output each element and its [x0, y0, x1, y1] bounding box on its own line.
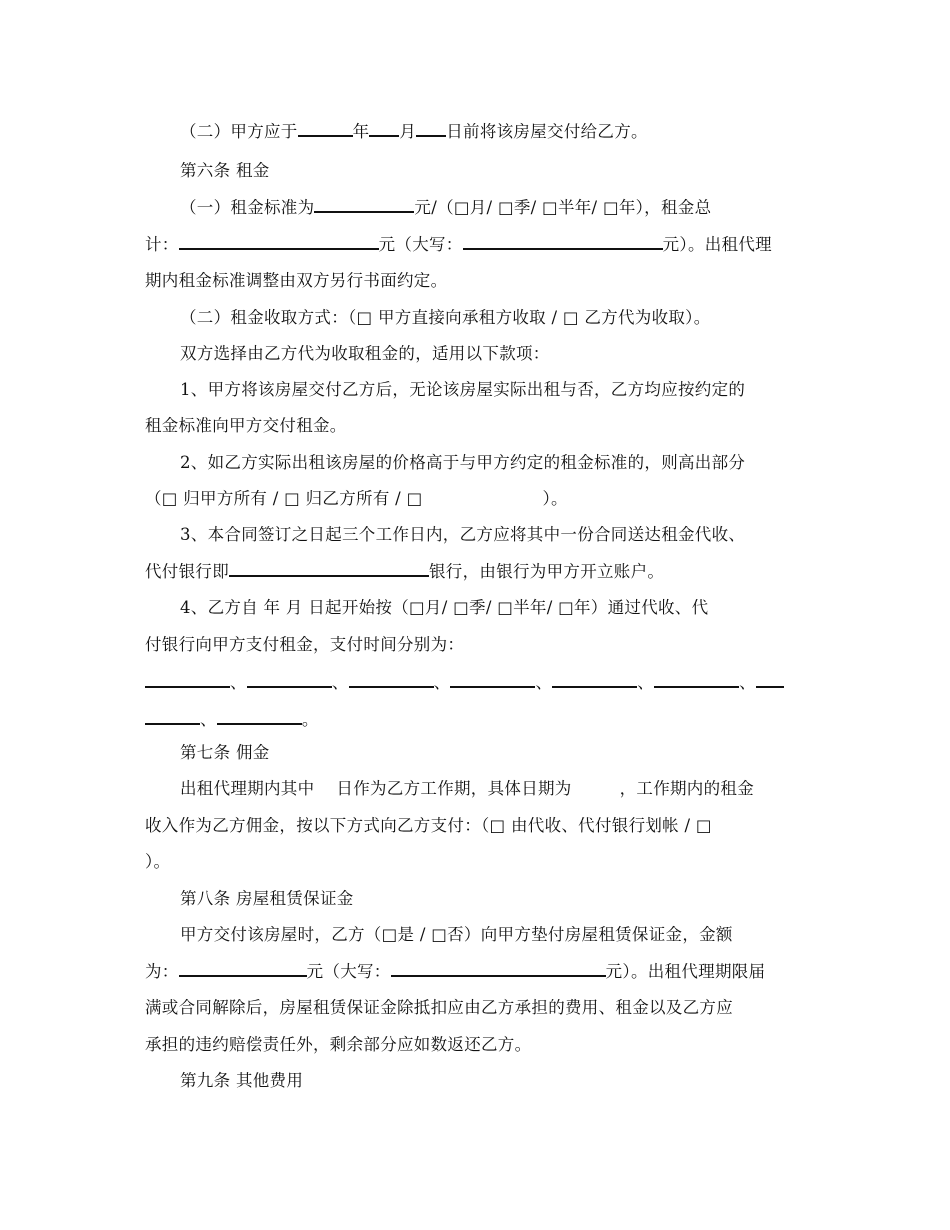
blank-date: [349, 672, 434, 688]
text: ）。: [542, 489, 568, 508]
separator: 、: [535, 673, 553, 692]
article-8-body-cont: [145, 958, 765, 982]
blank-date: [145, 709, 200, 725]
blank-date: [756, 672, 784, 688]
article-7-body: [180, 775, 754, 799]
item-1-cont: 租金标准向甲方交付租金。: [145, 416, 347, 435]
article-8-body-cont2: 满或合同解除后，房屋租赁保证金除抵扣应由乙方承担的费用、租金以及乙方应: [145, 998, 733, 1017]
text: 元（大写：: [378, 235, 463, 254]
item-4: 4、乙方自 年 月 日起开始按（□月/ □季/ □半年/ □年）通过代收、代: [180, 598, 709, 617]
text: 月: [399, 122, 417, 141]
clause-6-1-end: 期内租金标准调整由双方另行书面约定。: [145, 271, 448, 290]
separator: 、: [331, 673, 349, 692]
text: 为：: [145, 962, 179, 981]
period: 。: [301, 710, 319, 729]
clause-6-2: （二）租金收取方式：（□ 甲方直接向承租方收取 / □ 乙方代为收取）。: [180, 308, 711, 327]
article-7-title: 第七条 佣金: [180, 743, 270, 762]
item-3: 3、本合同签订之日起三个工作日内，乙方应将其中一份合同送达租金代收、: [180, 525, 746, 544]
article-7-body-end: ）。: [145, 852, 171, 871]
item-2-options: [145, 485, 568, 509]
text: 日作为乙方工作期，具体日期为: [336, 779, 572, 798]
text: 元/（□月/ □季/ □半年/ □年），租金总: [414, 198, 712, 217]
blank-bank: [229, 561, 429, 577]
text: 元（大写：: [306, 962, 391, 981]
separator: 、: [637, 673, 655, 692]
separator: 、: [230, 673, 247, 692]
separator: 、: [739, 673, 756, 692]
blank-year: [298, 121, 353, 137]
clause-6-1: [180, 194, 711, 218]
payment-dates-row-1: [145, 669, 784, 693]
article-6-title: 第六条 租金: [180, 161, 270, 180]
article-7-body-cont: 收入作为乙方佣金，按以下方式向乙方支付：（□ 由代收、代付银行划帐 / □: [145, 816, 712, 835]
text: （□ 归甲方所有 / □ 归乙方所有 / □: [145, 489, 423, 508]
text: 年: [352, 122, 370, 141]
separator: 、: [200, 710, 217, 729]
separator: 、: [433, 673, 451, 692]
blank-date: [654, 672, 739, 688]
item-1: 1、甲方将该房屋交付乙方后，无论该房屋实际出租与否，乙方均应按约定的: [180, 380, 746, 399]
blank-rent-total: [179, 234, 379, 250]
blank-date: [552, 672, 637, 688]
clause-6-2-intro: 双方选择由乙方代为收取租金的，适用以下款项：: [180, 344, 550, 363]
blank-month: [369, 121, 399, 137]
article-8-body: 甲方交付该房屋时，乙方（□是 / □否）向甲方垫付房屋租赁保证金，金额: [180, 925, 733, 944]
article-9-title: 第九条 其他费用: [180, 1071, 304, 1090]
blank-rent-standard: [314, 197, 414, 213]
blank-rent-total-capital: [463, 234, 663, 250]
blank-deposit: [179, 961, 307, 977]
item-3-cont: [145, 558, 664, 582]
text: 元）。出租代理: [662, 235, 772, 254]
blank-date: [247, 672, 332, 688]
clause-5-2: [180, 118, 648, 142]
clause-6-1-cont: [145, 231, 772, 255]
text: （二）甲方应于: [180, 122, 298, 141]
payment-dates-row-2: [145, 706, 319, 730]
blank-deposit-capital: [391, 961, 606, 977]
blank-date: [145, 672, 230, 688]
article-8-title: 第八条 房屋租赁保证金: [180, 889, 354, 908]
blank-date: [217, 709, 302, 725]
blank-day: [416, 121, 446, 137]
item-2: 2、如乙方实际出租该房屋的价格高于与甲方约定的租金标准的，则高出部分: [180, 453, 746, 472]
text: 计：: [145, 235, 179, 254]
text: 元）。出租代理期限届: [605, 962, 766, 981]
text: 代付银行即: [145, 562, 229, 581]
item-4-cont: 付银行向甲方支付租金，支付时间分别为：: [145, 635, 465, 654]
text: 日前将该房屋交付给乙方。: [446, 122, 648, 141]
text: （一）租金标准为: [180, 198, 315, 217]
text: 出租代理期内其中: [180, 779, 315, 798]
text: ，工作期内的租金: [619, 779, 755, 798]
blank-date: [450, 672, 535, 688]
text: 银行，由银行为甲方开立账户。: [429, 562, 665, 581]
article-8-body-end: 承担的违约赔偿责任外，剩余部分应如数返还乙方。: [145, 1035, 532, 1054]
